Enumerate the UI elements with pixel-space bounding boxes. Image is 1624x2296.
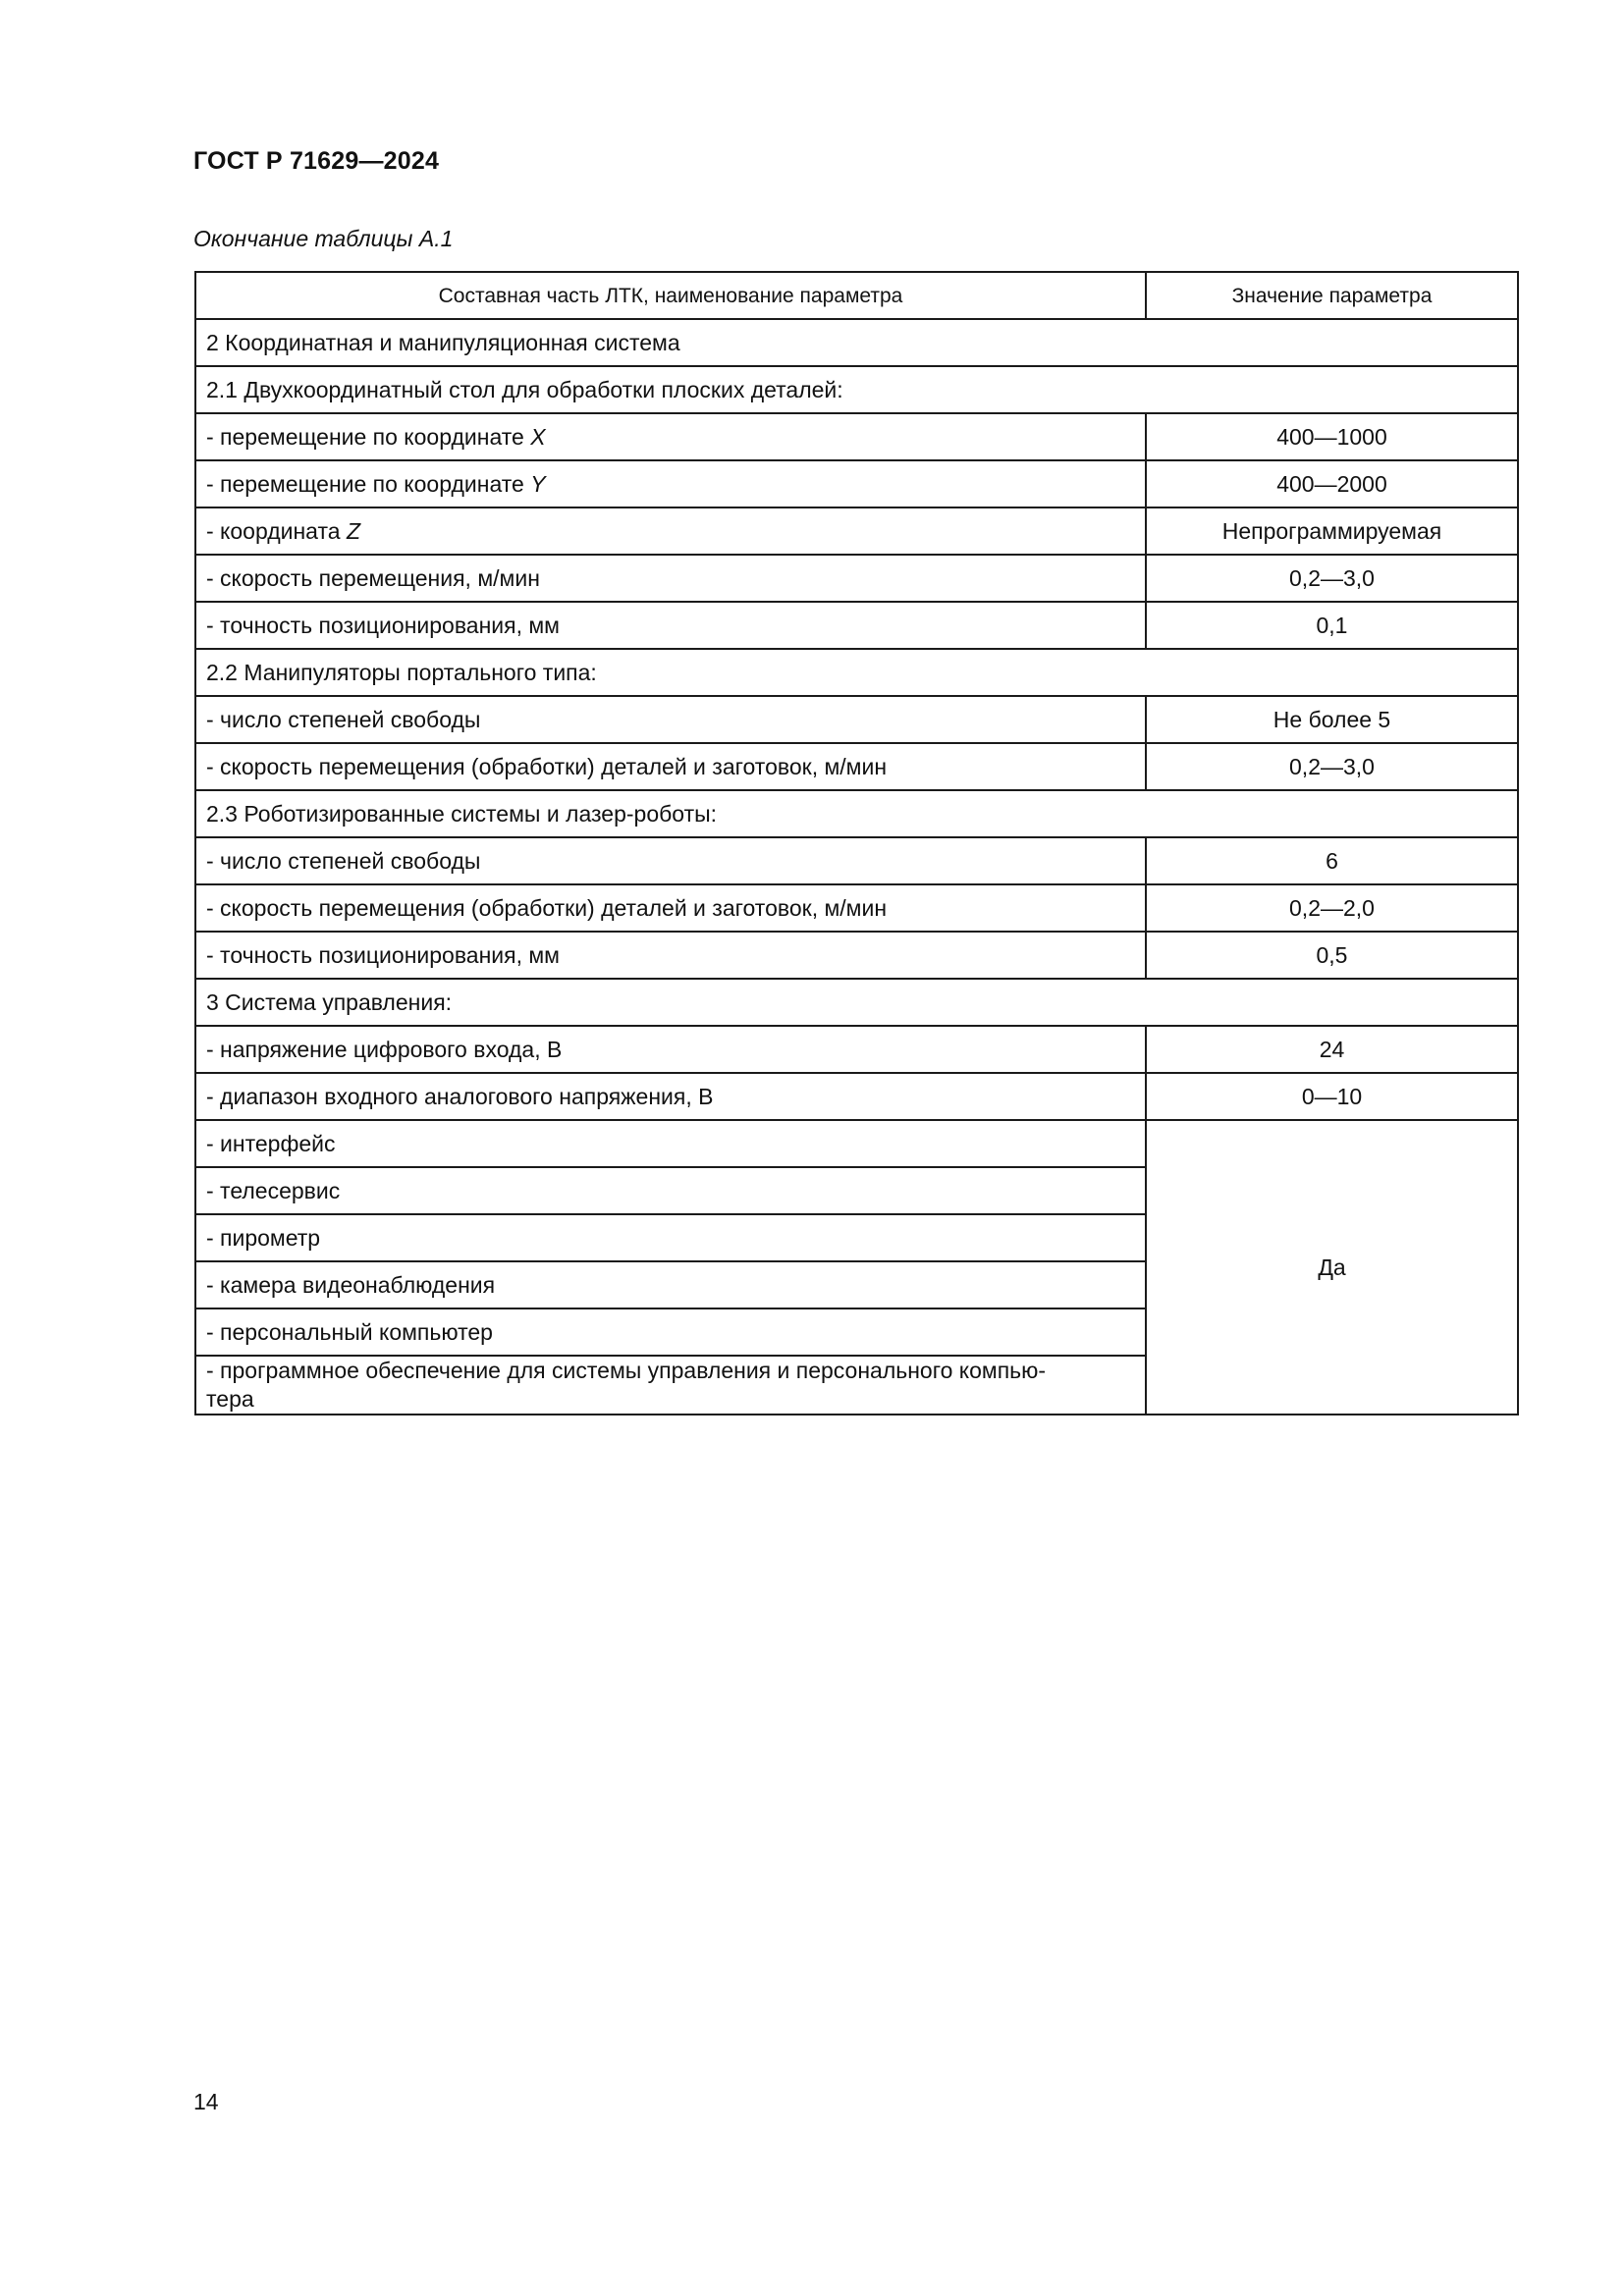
coordinate-variable: Z: [346, 517, 360, 544]
param-label: [195, 413, 1146, 460]
param-label-line-2: тера: [206, 1386, 254, 1412]
section-2-title: 2 Координатная и манипуляционная система: [195, 319, 1518, 366]
param-value: 6: [1146, 837, 1518, 884]
table-row: [195, 602, 1518, 649]
param-label: - скорость перемещения (обработки) деталей и заготовок, м/мин: [195, 884, 1146, 932]
param-value: 0,2—3,0: [1146, 555, 1518, 602]
section-row: [195, 979, 1518, 1026]
document-header: ГОСТ Р 71629—2024: [193, 147, 440, 175]
table-row: [195, 1026, 1518, 1073]
param-label-text: - координата: [206, 517, 347, 544]
param-label: - число степеней свободы: [195, 837, 1146, 884]
table-row: [195, 696, 1518, 743]
param-value-merged: Да: [1146, 1120, 1518, 1415]
param-label: [195, 1356, 1146, 1415]
param-value: 0,2—2,0: [1146, 884, 1518, 932]
param-label: [195, 507, 1146, 555]
param-value: 0,2—3,0: [1146, 743, 1518, 790]
param-value: 400—1000: [1146, 413, 1518, 460]
column-header-value: Значение параметра: [1146, 272, 1518, 319]
table-row: [195, 837, 1518, 884]
param-label: - скорость перемещения, м/мин: [195, 555, 1146, 602]
parameters-table: [194, 271, 1519, 1415]
param-value: Не более 5: [1146, 696, 1518, 743]
coordinate-variable: X: [530, 423, 546, 450]
param-label: - телесервис: [195, 1167, 1146, 1214]
table-row: [195, 413, 1518, 460]
param-value: 0—10: [1146, 1073, 1518, 1120]
param-value: 0,1: [1146, 602, 1518, 649]
section-row: [195, 366, 1518, 413]
section-row: [195, 790, 1518, 837]
table-row: [195, 932, 1518, 979]
param-value: 24: [1146, 1026, 1518, 1073]
column-header-parameter: Составная часть ЛТК, наименование параметра: [195, 272, 1146, 319]
param-label: - персональный компьютер: [195, 1308, 1146, 1356]
table-row: [195, 1073, 1518, 1120]
page-number: 14: [193, 2089, 219, 2114]
param-value: Непрограммируемая: [1146, 507, 1518, 555]
section-2-3-title: 2.3 Роботизированные системы и лазер-роботы:: [195, 790, 1518, 837]
param-label: - напряжение цифрового входа, В: [195, 1026, 1146, 1073]
param-label-line-1: - программное обеспечение для системы управления и персонального компью-: [206, 1358, 1047, 1383]
table-row: [195, 507, 1518, 555]
table-caption: Окончание таблицы А.1: [193, 226, 454, 251]
param-label: - точность позиционирования, мм: [195, 932, 1146, 979]
param-value: 0,5: [1146, 932, 1518, 979]
param-label: - диапазон входного аналогового напряжения, В: [195, 1073, 1146, 1120]
param-label-text: - перемещение по координате: [206, 470, 531, 497]
coordinate-variable: Y: [530, 470, 546, 497]
param-label: - камера видеонаблюдения: [195, 1261, 1146, 1308]
table-row: [195, 743, 1518, 790]
section-row: [195, 319, 1518, 366]
param-label-text: - перемещение по координате: [206, 423, 531, 450]
section-row: [195, 649, 1518, 696]
param-label: - скорость перемещения (обработки) деталей и заготовок, м/мин: [195, 743, 1146, 790]
param-label: - точность позиционирования, мм: [195, 602, 1146, 649]
table-header-row: [195, 272, 1518, 319]
table-row: [195, 460, 1518, 507]
param-label: - число степеней свободы: [195, 696, 1146, 743]
param-label: - интерфейс: [195, 1120, 1146, 1167]
param-label: - пирометр: [195, 1214, 1146, 1261]
table-row: [195, 884, 1518, 932]
param-label: [195, 460, 1146, 507]
section-3-title: 3 Система управления:: [195, 979, 1518, 1026]
section-2-1-title: 2.1 Двухкоординатный стол для обработки плоских деталей:: [195, 366, 1518, 413]
table-row: [195, 1120, 1518, 1167]
table-row: [195, 555, 1518, 602]
param-value: 400—2000: [1146, 460, 1518, 507]
section-2-2-title: 2.2 Манипуляторы портального типа:: [195, 649, 1518, 696]
